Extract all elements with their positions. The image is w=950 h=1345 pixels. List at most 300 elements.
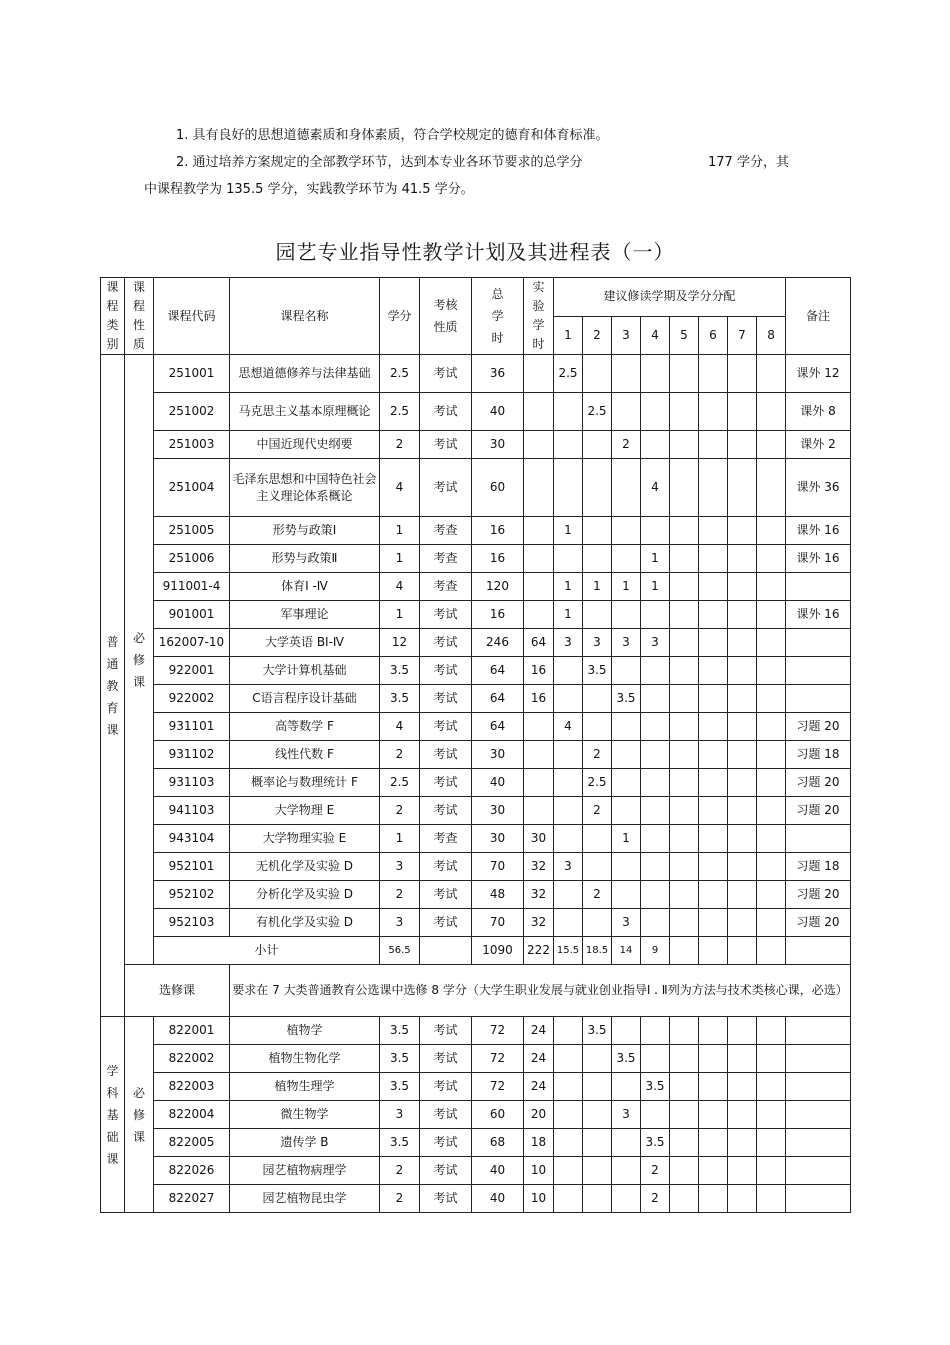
semester-credit [583, 459, 612, 517]
semester-credit [728, 797, 757, 825]
table-row [101, 713, 851, 741]
semester-credit [728, 909, 757, 937]
course-lab-hours [524, 393, 554, 431]
course-hours: 64 [472, 685, 524, 713]
course-hours: 72 [472, 1017, 524, 1045]
semester-credit: 4 [554, 713, 583, 741]
course-name: 植物生理学 [230, 1073, 380, 1101]
semester-credit [757, 573, 786, 601]
semester-credit [612, 601, 641, 629]
course-name: 形势与政策Ⅰ [230, 517, 380, 545]
header-hours: 总学时 [472, 278, 524, 355]
course-remark [786, 1185, 851, 1213]
semester-credit [612, 1185, 641, 1213]
semester-credit [670, 1185, 699, 1213]
semester-credit [612, 741, 641, 769]
course-hours: 68 [472, 1129, 524, 1157]
course-remark [786, 685, 851, 713]
course-remark: 习题 18 [786, 741, 851, 769]
table-row [101, 1157, 851, 1185]
header-semester: 3 [612, 316, 641, 355]
header-category: 课程类别 [101, 278, 125, 355]
subtotal-label: 小计 [154, 937, 380, 965]
course-remark: 习题 18 [786, 853, 851, 881]
semester-credit [641, 769, 670, 797]
subtotal-assessment [420, 937, 472, 965]
header-lab: 实验学时 [524, 278, 554, 355]
semester-credit [641, 741, 670, 769]
course-assessment: 考试 [420, 1045, 472, 1073]
semester-credit [554, 741, 583, 769]
semester-credit [699, 797, 728, 825]
semester-credit [670, 797, 699, 825]
course-remark: 习题 20 [786, 769, 851, 797]
table-row [101, 517, 851, 545]
table-row [101, 769, 851, 797]
header-semester-group: 建议修读学期及学分分配 [554, 278, 786, 317]
course-name: 大学物理 E [230, 797, 380, 825]
semester-credit [612, 657, 641, 685]
semester-credit [757, 517, 786, 545]
course-lab-hours [524, 741, 554, 769]
semester-credit [554, 1185, 583, 1213]
course-name: 大学物理实验 E [230, 825, 380, 853]
intro-line-3: 中课程教学为 135.5 学分，实践教学环节为 41.5 学分。 [144, 182, 474, 197]
subtotal-semester-credit [699, 937, 728, 965]
course-credit: 3 [380, 909, 420, 937]
course-assessment: 考试 [420, 355, 472, 393]
semester-credit [670, 1045, 699, 1073]
subtotal-row [101, 937, 851, 965]
table-row [101, 545, 851, 573]
semester-credit [699, 713, 728, 741]
elective-label: 选修课 [125, 965, 230, 1017]
semester-credit [641, 881, 670, 909]
course-name: 园艺植物病理学 [230, 1157, 380, 1185]
semester-credit [670, 1017, 699, 1045]
course-credit: 3.5 [380, 657, 420, 685]
semester-credit [583, 1073, 612, 1101]
course-code: 251002 [154, 393, 230, 431]
header-semester: 6 [699, 316, 728, 355]
header-semester: 7 [728, 316, 757, 355]
course-hours: 70 [472, 909, 524, 937]
table-row [101, 685, 851, 713]
semester-credit [699, 601, 728, 629]
course-assessment: 考试 [420, 431, 472, 459]
course-code: 251006 [154, 545, 230, 573]
semester-credit [699, 1073, 728, 1101]
semester-credit [757, 1045, 786, 1073]
course-remark [786, 1129, 851, 1157]
semester-credit [699, 1045, 728, 1073]
semester-credit [728, 657, 757, 685]
header-semester: 8 [757, 316, 786, 355]
course-name: 高等数学 F [230, 713, 380, 741]
course-assessment: 考试 [420, 1129, 472, 1157]
course-credit: 4 [380, 713, 420, 741]
course-name: 植物生物化学 [230, 1045, 380, 1073]
course-lab-hours [524, 797, 554, 825]
course-code: 931101 [154, 713, 230, 741]
course-assessment: 考试 [420, 909, 472, 937]
course-remark [786, 1101, 851, 1129]
semester-credit [728, 685, 757, 713]
semester-credit: 1 [612, 573, 641, 601]
semester-credit [699, 517, 728, 545]
semester-credit [670, 657, 699, 685]
semester-credit: 1 [554, 573, 583, 601]
semester-credit [699, 685, 728, 713]
semester-credit [670, 685, 699, 713]
course-assessment: 考试 [420, 1017, 472, 1045]
course-lab-hours [524, 355, 554, 393]
semester-credit [583, 1045, 612, 1073]
header-semester: 2 [583, 316, 612, 355]
semester-credit [554, 545, 583, 573]
course-lab-hours: 16 [524, 685, 554, 713]
semester-credit [699, 909, 728, 937]
semester-credit [612, 1073, 641, 1101]
semester-credit [670, 853, 699, 881]
semester-credit [641, 355, 670, 393]
semester-credit [699, 825, 728, 853]
semester-credit [670, 881, 699, 909]
course-credit: 12 [380, 629, 420, 657]
semester-credit [728, 517, 757, 545]
header-row [101, 278, 851, 317]
semester-credit [670, 393, 699, 431]
table-row [101, 629, 851, 657]
semester-credit [641, 517, 670, 545]
page-title: 园艺专业指导性教学计划及其进程表（一） [275, 240, 675, 264]
course-lab-hours: 24 [524, 1045, 554, 1073]
course-credit: 2 [380, 1157, 420, 1185]
course-hours: 60 [472, 459, 524, 517]
table-row [101, 853, 851, 881]
course-hours: 72 [472, 1073, 524, 1101]
semester-credit [728, 629, 757, 657]
course-assessment: 考查 [420, 825, 472, 853]
course-remark [786, 1017, 851, 1045]
semester-credit: 2 [641, 1185, 670, 1213]
semester-credit: 1 [612, 825, 641, 853]
course-name: 遗传学 B [230, 1129, 380, 1157]
course-name: 思想道德修养与法律基础 [230, 355, 380, 393]
semester-credit [699, 853, 728, 881]
subtotal-lab-hours: 222 [524, 937, 554, 965]
intro-line-1: 1. 具有良好的思想道德素质和身体素质，符合学校规定的德育和体育标准。 [176, 128, 609, 143]
course-lab-hours: 24 [524, 1017, 554, 1045]
semester-credit [699, 459, 728, 517]
course-credit: 3.5 [380, 685, 420, 713]
course-remark: 课外 16 [786, 601, 851, 629]
course-credit: 1 [380, 825, 420, 853]
semester-credit [554, 1157, 583, 1185]
course-credit: 2 [380, 431, 420, 459]
semester-credit [554, 393, 583, 431]
course-remark [786, 629, 851, 657]
course-assessment: 考查 [420, 573, 472, 601]
semester-credit: 4 [641, 459, 670, 517]
semester-credit [641, 685, 670, 713]
table-row [101, 881, 851, 909]
semester-credit [757, 355, 786, 393]
semester-credit: 3.5 [583, 1017, 612, 1045]
semester-credit [728, 1185, 757, 1213]
header-credit: 学分 [380, 278, 420, 355]
semester-credit [757, 881, 786, 909]
semester-credit [699, 545, 728, 573]
general-nature-cell: 必修课 [125, 355, 154, 965]
course-code: 922002 [154, 685, 230, 713]
course-lab-hours: 24 [524, 1073, 554, 1101]
table-row [101, 1017, 851, 1045]
semester-credit [757, 601, 786, 629]
semester-credit [699, 741, 728, 769]
semester-credit [554, 909, 583, 937]
header-semester: 5 [670, 316, 699, 355]
semester-credit: 2.5 [583, 393, 612, 431]
course-code: 822005 [154, 1129, 230, 1157]
semester-credit [757, 1185, 786, 1213]
course-name: 无机化学及实验 D [230, 853, 380, 881]
semester-credit [641, 657, 670, 685]
semester-credit [612, 1017, 641, 1045]
semester-credit: 1 [554, 601, 583, 629]
semester-credit [757, 1073, 786, 1101]
course-code: 922001 [154, 657, 230, 685]
subtotal-semester-credit: 18.5 [583, 937, 612, 965]
course-assessment: 考试 [420, 1101, 472, 1129]
course-lab-hours [524, 431, 554, 459]
course-name: 植物学 [230, 1017, 380, 1045]
course-code: 822001 [154, 1017, 230, 1045]
semester-credit [757, 1157, 786, 1185]
course-lab-hours [524, 459, 554, 517]
course-remark [786, 825, 851, 853]
subtotal-semester-credit: 14 [612, 937, 641, 965]
table-row [101, 1073, 851, 1101]
semester-credit [728, 1101, 757, 1129]
course-assessment: 考试 [420, 1157, 472, 1185]
course-hours: 40 [472, 1185, 524, 1213]
course-code: 931102 [154, 741, 230, 769]
semester-credit [670, 1129, 699, 1157]
course-assessment: 考试 [420, 769, 472, 797]
semester-credit: 3 [612, 909, 641, 937]
course-hours: 16 [472, 517, 524, 545]
course-credit: 2.5 [380, 393, 420, 431]
semester-credit: 3.5 [641, 1129, 670, 1157]
semester-credit [554, 1073, 583, 1101]
semester-credit [612, 517, 641, 545]
course-hours: 64 [472, 713, 524, 741]
course-remark: 课外 2 [786, 431, 851, 459]
course-remark [786, 657, 851, 685]
course-credit: 3 [380, 853, 420, 881]
course-code: 822026 [154, 1157, 230, 1185]
semester-credit [612, 797, 641, 825]
course-assessment: 考试 [420, 797, 472, 825]
semester-credit [699, 1157, 728, 1185]
semester-credit [699, 629, 728, 657]
course-credit: 3.5 [380, 1073, 420, 1101]
course-lab-hours [524, 769, 554, 797]
semester-credit [699, 1017, 728, 1045]
semester-credit [757, 393, 786, 431]
semester-credit [612, 355, 641, 393]
course-credit: 2 [380, 881, 420, 909]
semester-credit [641, 713, 670, 741]
course-hours: 70 [472, 853, 524, 881]
course-code: 931103 [154, 769, 230, 797]
semester-credit [670, 517, 699, 545]
semester-credit [728, 545, 757, 573]
semester-credit [554, 797, 583, 825]
course-lab-hours: 18 [524, 1129, 554, 1157]
semester-credit [699, 769, 728, 797]
semester-credit [699, 1129, 728, 1157]
table-row [101, 459, 851, 517]
subtotal-semester-credit [670, 937, 699, 965]
semester-credit [583, 685, 612, 713]
semester-credit [612, 1157, 641, 1185]
semester-credit [670, 573, 699, 601]
course-credit: 2.5 [380, 769, 420, 797]
course-assessment: 考试 [420, 881, 472, 909]
semester-credit [670, 355, 699, 393]
elective-row [101, 965, 851, 1017]
semester-credit [670, 601, 699, 629]
semester-credit [641, 853, 670, 881]
semester-credit [612, 545, 641, 573]
course-lab-hours [524, 573, 554, 601]
semester-credit [641, 825, 670, 853]
course-hours: 246 [472, 629, 524, 657]
course-code: 251003 [154, 431, 230, 459]
semester-credit [583, 825, 612, 853]
course-name: 微生物学 [230, 1101, 380, 1129]
semester-credit [699, 1185, 728, 1213]
course-hours: 40 [472, 1157, 524, 1185]
course-name: 毛泽东思想和中国特色社会主义理论体系概论 [230, 459, 380, 517]
table-row [101, 825, 851, 853]
course-hours: 36 [472, 355, 524, 393]
course-assessment: 考试 [420, 657, 472, 685]
semester-credit [612, 393, 641, 431]
subtotal-semester-credit: 15.5 [554, 937, 583, 965]
semester-credit [728, 459, 757, 517]
semester-credit [728, 825, 757, 853]
table-row [101, 1129, 851, 1157]
subtotal-credit: 56.5 [380, 937, 420, 965]
table-row [101, 573, 851, 601]
course-assessment: 考试 [420, 741, 472, 769]
course-lab-hours: 32 [524, 909, 554, 937]
header-semester: 4 [641, 316, 670, 355]
semester-credit [583, 713, 612, 741]
semester-credit [670, 713, 699, 741]
course-lab-hours: 64 [524, 629, 554, 657]
teaching-plan-table [100, 277, 851, 1213]
foundation-category-cell: 学科基础课 [101, 1017, 125, 1213]
semester-credit [554, 685, 583, 713]
semester-credit [728, 355, 757, 393]
semester-credit: 3 [612, 629, 641, 657]
course-hours: 40 [472, 393, 524, 431]
semester-credit [728, 1129, 757, 1157]
semester-credit [554, 1045, 583, 1073]
course-assessment: 考试 [420, 393, 472, 431]
semester-credit [757, 1129, 786, 1157]
semester-credit [641, 909, 670, 937]
semester-credit: 3 [612, 1101, 641, 1129]
course-hours: 16 [472, 601, 524, 629]
semester-credit: 1 [554, 517, 583, 545]
subtotal-semester-credit [728, 937, 757, 965]
semester-credit [757, 713, 786, 741]
semester-credit [728, 713, 757, 741]
course-credit: 1 [380, 545, 420, 573]
semester-credit [670, 1073, 699, 1101]
semester-credit [699, 881, 728, 909]
course-code: 822002 [154, 1045, 230, 1073]
course-assessment: 考试 [420, 459, 472, 517]
semester-credit [583, 909, 612, 937]
course-assessment: 考试 [420, 713, 472, 741]
semester-credit [728, 393, 757, 431]
course-credit: 2.5 [380, 355, 420, 393]
semester-credit: 3 [583, 629, 612, 657]
course-assessment: 考查 [420, 545, 472, 573]
course-remark: 课外 36 [786, 459, 851, 517]
semester-credit: 3 [554, 853, 583, 881]
course-remark [786, 1045, 851, 1073]
semester-credit [583, 1185, 612, 1213]
semester-credit [670, 769, 699, 797]
semester-credit [728, 1157, 757, 1185]
semester-credit [612, 853, 641, 881]
course-lab-hours: 10 [524, 1157, 554, 1185]
semester-credit: 3.5 [612, 685, 641, 713]
semester-credit [757, 545, 786, 573]
course-remark: 课外 12 [786, 355, 851, 393]
table-row [101, 1185, 851, 1213]
course-name: 体育Ⅰ -Ⅳ [230, 573, 380, 601]
table-row [101, 393, 851, 431]
semester-credit [757, 685, 786, 713]
course-hours: 60 [472, 1101, 524, 1129]
table-row [101, 601, 851, 629]
semester-credit: 2 [641, 1157, 670, 1185]
semester-credit [757, 853, 786, 881]
semester-credit [554, 1017, 583, 1045]
semester-credit [757, 769, 786, 797]
intro-line-2: 2. 通过培养方案规定的全部教学环节，达到本专业各环节要求的总学分 [176, 155, 583, 170]
semester-credit [641, 1101, 670, 1129]
semester-credit [757, 909, 786, 937]
intro-line-2-total: 177 学分，其 [708, 155, 789, 170]
course-name: C语言程序设计基础 [230, 685, 380, 713]
course-hours: 30 [472, 825, 524, 853]
semester-credit [699, 573, 728, 601]
semester-credit [554, 881, 583, 909]
semester-credit [757, 657, 786, 685]
semester-credit [757, 459, 786, 517]
course-assessment: 考试 [420, 629, 472, 657]
semester-credit: 3.5 [583, 657, 612, 685]
